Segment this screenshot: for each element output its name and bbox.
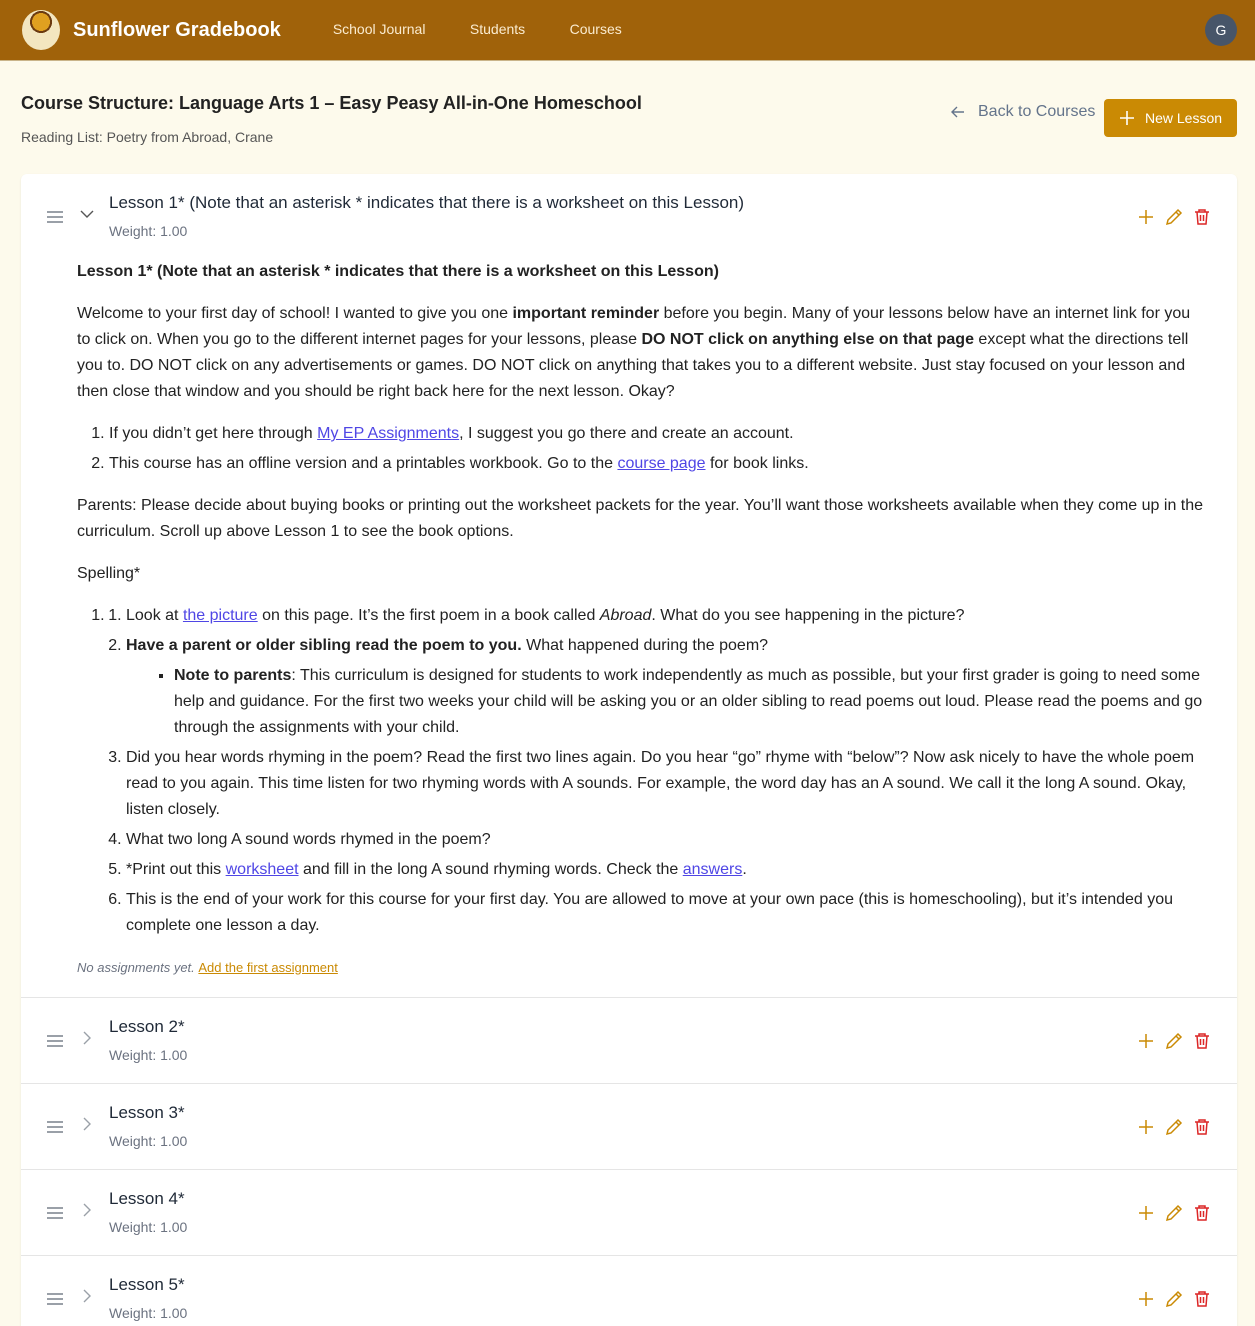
lesson-item [21, 1084, 1237, 1170]
lesson-header[interactable] [21, 998, 1237, 1083]
lesson-item [21, 1256, 1237, 1326]
delete-lesson-button[interactable] [1193, 1118, 1211, 1141]
reading-list: Reading List: Poetry from Abroad, Crane [21, 129, 274, 145]
bold-text: Note to parents [174, 667, 292, 684]
new-lesson-button[interactable] [1104, 99, 1237, 137]
edit-lesson-button[interactable] [1165, 1290, 1183, 1313]
plus-icon [1119, 110, 1135, 126]
edit-lesson-button[interactable] [1165, 1032, 1183, 1055]
pencil-icon [1165, 1118, 1183, 1136]
add-assignment-button[interactable] [1137, 1290, 1155, 1313]
text: , I suggest you go there and create an account. [459, 425, 794, 442]
page-header [0, 61, 1255, 174]
text: What two long A sound words rhymed in the poem? [126, 831, 491, 848]
pencil-icon [1165, 208, 1183, 226]
list-item [126, 887, 1207, 939]
trash-icon [1193, 1290, 1211, 1308]
text: Look at [126, 607, 183, 624]
lesson-item [21, 174, 1237, 998]
nav-school-journal[interactable]: School Journal [332, 21, 426, 37]
trash-icon [1193, 1118, 1211, 1136]
lesson-actions [1137, 1204, 1211, 1227]
chevron-down-icon[interactable] [79, 206, 95, 222]
text: except what the directions tell you to. DO NOT click on any advertisements or games. DO NOT click on anything that takes you to a different website. Just stay focused on your lesson and then close that window and you should be right back here for the next lesson. Okay? [77, 331, 1189, 400]
trash-icon [1193, 208, 1211, 226]
new-lesson-label: New Lesson [1144, 110, 1223, 126]
plus-icon [1137, 208, 1155, 226]
lesson-actions [1137, 208, 1211, 231]
lesson-header[interactable] [21, 1256, 1237, 1326]
nav-courses[interactable]: Courses [569, 21, 622, 37]
pencil-icon [1165, 1032, 1183, 1050]
sunflower-logo-icon[interactable] [22, 10, 60, 50]
lesson-header[interactable] [21, 1084, 1237, 1169]
ordered-list [77, 603, 1207, 939]
lesson-actions [1137, 1118, 1211, 1141]
back-label: Back to Courses [978, 103, 1096, 120]
paragraph [77, 493, 1207, 545]
paragraph [77, 259, 1207, 285]
lesson-title: Lesson 1* (Note that an asterisk * indicates that there is a worksheet on this Lesson) [109, 193, 745, 212]
list-item [109, 603, 1207, 939]
text: Did you hear words rhyming in the poem? Read the first two lines again. Do you hear “go” rhyme with “below”? Now ask nicely to have the whole poem read to you again. This time listen for two rhyming words with A sounds. For example, the word day has an A sound. We call it the long A sound. Okay, listen closely. [126, 749, 1195, 818]
lesson-item [21, 1170, 1237, 1256]
text: for book links. [705, 455, 809, 472]
lesson-title: Lesson 3* [109, 1103, 185, 1122]
list-item [126, 857, 1207, 883]
plus-icon [1137, 1204, 1155, 1222]
trash-icon [1193, 1204, 1211, 1222]
main-nav [333, 21, 662, 39]
pencil-icon [1165, 1290, 1183, 1308]
plus-icon [1137, 1118, 1155, 1136]
edit-lesson-button[interactable] [1165, 1204, 1183, 1227]
lesson-title: Lesson 4* [109, 1189, 185, 1208]
lesson-title: Lesson 5* [109, 1275, 185, 1294]
content-link[interactable]: the picture [182, 607, 258, 624]
plus-icon [1137, 1290, 1155, 1308]
drag-handle-icon[interactable] [47, 1035, 63, 1050]
nested-list [94, 603, 1207, 939]
trash-icon [1193, 1032, 1211, 1050]
no-assignments-text: No assignments yet. [77, 960, 199, 975]
list-item [109, 421, 1207, 447]
lesson-list [21, 174, 1237, 1326]
bold-text: DO NOT click on anything else on that page [641, 331, 974, 348]
list-item [126, 603, 1207, 629]
italic-text: Abroad [599, 607, 652, 624]
lesson-content [21, 259, 1237, 997]
bold-text: Have a parent or older sibling read the poem to you. [126, 637, 522, 654]
plus-icon [1137, 1032, 1155, 1050]
text: Spelling* [77, 565, 141, 582]
text: This course has an offline version and a printables workbook. Go to the [109, 455, 618, 472]
user-avatar[interactable]: G [1205, 14, 1237, 46]
drag-handle-icon[interactable] [47, 1293, 63, 1308]
content-link[interactable]: course page [617, 455, 706, 472]
lesson-actions [1137, 1032, 1211, 1055]
top-navbar [0, 0, 1255, 61]
nav-students[interactable]: Students [469, 21, 526, 37]
text: . What do you see happening in the picture? [651, 607, 965, 624]
text: : This curriculum is designed for students to work independently as much as possible, but your first grader is going to need some help and guidance. For the first two weeks your child will be asking you or an older sibling to read poems out loud. Please read the poems and go through the assignments with your child. [174, 667, 1203, 736]
text: Welcome to your first day of school! I wanted to give you one [77, 305, 513, 322]
list-item [109, 451, 1207, 477]
add-assignment-button[interactable] [1137, 1118, 1155, 1141]
page-title: Course Structure: Language Arts 1 – Easy Peasy All-in-One Homeschool [21, 93, 642, 113]
chevron-right-icon[interactable] [79, 1030, 95, 1046]
lesson-weight: Weight: 1.00 [109, 1219, 188, 1235]
paragraph [77, 561, 1207, 587]
add-assignment-button[interactable] [1137, 1032, 1155, 1055]
delete-lesson-button[interactable] [1193, 1032, 1211, 1055]
content-link[interactable]: My EP Assignments [317, 425, 460, 442]
text: *Print out this [126, 861, 226, 878]
list-item [126, 827, 1207, 853]
delete-lesson-button[interactable] [1193, 1290, 1211, 1313]
chevron-right-icon[interactable] [79, 1202, 95, 1218]
bullet-list [126, 663, 1207, 741]
paragraph [77, 301, 1207, 405]
lesson-weight: Weight: 1.00 [109, 223, 188, 239]
back-to-courses-link[interactable] [950, 103, 1095, 121]
ordered-list [77, 421, 1207, 477]
add-assignment-button[interactable] [1137, 208, 1155, 231]
text: on this page. It’s the first poem in a book called [257, 607, 600, 624]
edit-lesson-button[interactable] [1165, 208, 1183, 231]
bold-text: important reminder [512, 305, 660, 322]
content-link[interactable]: worksheet [225, 861, 299, 878]
chevron-right-icon[interactable] [79, 1288, 95, 1304]
delete-lesson-button[interactable] [1193, 1204, 1211, 1227]
text: and fill in the long A sound rhyming words. Check the [298, 861, 683, 878]
chevron-right-icon[interactable] [79, 1116, 95, 1132]
lesson-weight: Weight: 1.00 [109, 1133, 188, 1149]
pencil-icon [1165, 1204, 1183, 1222]
text: Parents: Please decide about buying books or printing out the worksheet packets for the year. You’ll want those worksheets available when they come up in the curriculum. Scroll up above Lesson 1 to see the book options. [77, 497, 1204, 540]
list-item [126, 633, 1207, 741]
add-first-assignment-link[interactable]: Add the first assignment [198, 960, 338, 975]
lesson-weight: Weight: 1.00 [109, 1047, 188, 1063]
drag-handle-icon[interactable] [47, 211, 63, 226]
lesson-actions [1137, 1290, 1211, 1313]
drag-handle-icon[interactable] [47, 1121, 63, 1136]
lesson-title: Lesson 2* [109, 1017, 185, 1036]
lesson-item [21, 998, 1237, 1084]
lesson-header[interactable] [21, 174, 1237, 259]
text: before you begin. Many of your lessons below have an internet link for you to click on. When you go to the different internet pages for your lessons, please [77, 305, 1191, 348]
bold-text: Lesson 1* (Note that an asterisk * indicates that there is a worksheet on this Lesson) [77, 263, 719, 280]
list-item [174, 663, 1207, 741]
text: . [742, 861, 747, 878]
text: What happened during the poem? [521, 637, 769, 654]
delete-lesson-button[interactable] [1193, 208, 1211, 231]
brand-name[interactable]: Sunflower Gradebook [73, 18, 281, 41]
list-item [126, 745, 1207, 823]
text: This is the end of your work for this course for your first day. You are allowed to move at your own pace (this is homeschooling), but it’s intended you complete one lesson a day. [126, 891, 1174, 934]
add-assignment-button[interactable] [1137, 1204, 1155, 1227]
lesson-weight: Weight: 1.00 [109, 1305, 188, 1321]
edit-lesson-button[interactable] [1165, 1118, 1183, 1141]
no-assignments-note [77, 955, 1207, 981]
text: If you didn’t get here through [109, 425, 318, 442]
lesson-header[interactable] [21, 1170, 1237, 1255]
content-link[interactable]: answers [682, 861, 743, 878]
drag-handle-icon[interactable] [47, 1207, 63, 1222]
arrow-left-icon [950, 104, 966, 120]
